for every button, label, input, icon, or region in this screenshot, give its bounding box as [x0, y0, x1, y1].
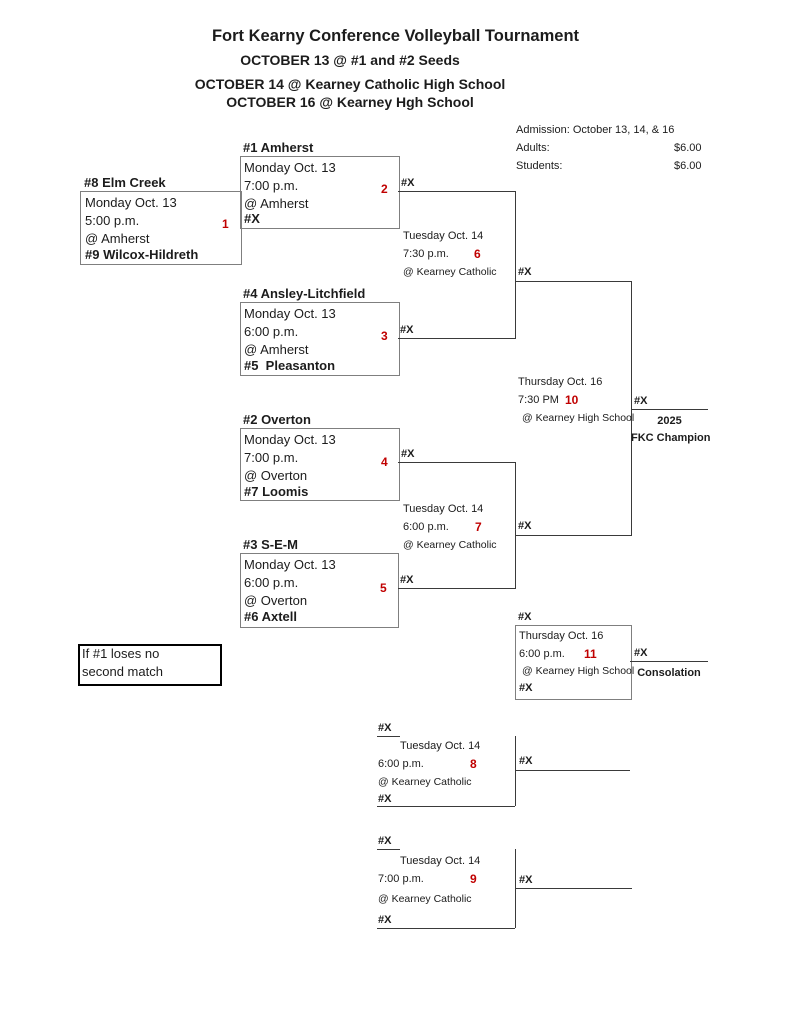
match8-game-number: 8	[470, 757, 477, 771]
match5-seed-top: #3 S-E-M	[243, 537, 298, 552]
match7-venue: @ Kearney Catholic	[403, 539, 497, 551]
match9-top-line	[377, 849, 400, 850]
match8-bottom-line	[377, 806, 515, 807]
consolation-line	[630, 661, 708, 662]
match6-date: Tuesday Oct. 14	[403, 230, 484, 242]
match3-venue: @ Amherst	[244, 342, 309, 357]
admission-adults-label: Adults:	[516, 142, 550, 154]
match3-seed-bottom: #5 Pleasanton	[244, 358, 336, 373]
match2-seed-bottom: #X	[244, 211, 260, 226]
match3-time: 6:00 p.m.	[244, 324, 299, 339]
match2-venue: @ Amherst	[244, 196, 309, 211]
match1-game-number: 1	[222, 217, 229, 231]
page-title: Fort Kearny Conference Volleyball Tournament	[211, 27, 580, 45]
match9-slot-top: #X	[378, 835, 392, 847]
consolation-label: Consolation	[637, 667, 701, 679]
match11-game-number: 11	[584, 647, 597, 661]
match11-slot-top: #X	[518, 611, 532, 623]
admission-students-price: $6.00	[674, 160, 702, 172]
match7-slot-top: #X	[401, 448, 415, 460]
match8-slot-top: #X	[378, 722, 392, 734]
match6-bottom-line	[398, 338, 515, 339]
match10-venue: @ Kearney High School	[522, 412, 635, 424]
match4-date: Monday Oct. 13	[244, 432, 336, 447]
match8-venue: @ Kearney Catholic	[378, 776, 472, 788]
match8-winner-slot: #X	[519, 755, 533, 767]
match11-time: 6:00 p.m.	[519, 648, 565, 660]
match3-seed-top: #4 Ansley-Litchfield	[243, 286, 366, 301]
match6-vertical-line	[515, 191, 516, 339]
match6-winner-line	[515, 281, 631, 282]
match1-venue: @ Amherst	[85, 231, 150, 246]
subtitle-october-16: OCTOBER 16 @ Kearney Hgh School	[226, 94, 474, 110]
match10-date: Thursday Oct. 16	[518, 376, 603, 388]
match8-time: 6:00 p.m.	[378, 758, 424, 770]
match4-game-number: 4	[381, 455, 388, 469]
match11-date: Thursday Oct. 16	[519, 630, 604, 642]
match2-date: Monday Oct. 13	[244, 160, 336, 175]
match2-time: 7:00 p.m.	[244, 178, 299, 193]
match8-top-line	[377, 736, 400, 737]
match1-seed-bottom: #9 Wilcox-Hildreth	[85, 247, 199, 262]
match10-game-number: 10	[565, 393, 579, 407]
admission-adults-price: $6.00	[674, 142, 702, 154]
match1-seed-top: #8 Elm Creek	[84, 175, 166, 190]
match5-time: 6:00 p.m.	[244, 575, 299, 590]
admission-heading: Admission: October 13, 14, & 16	[516, 124, 675, 136]
match6-slot-top: #X	[401, 177, 415, 189]
champion-label: FKC Champion	[631, 432, 711, 444]
match7-winner-line	[515, 535, 631, 536]
match8-date: Tuesday Oct. 14	[400, 740, 481, 752]
match8-winner-line	[515, 770, 630, 771]
match2-game-number: 2	[381, 182, 388, 196]
match9-bottom-line	[377, 928, 515, 929]
match7-game-number: 7	[475, 520, 482, 534]
match7-bottom-line	[398, 588, 515, 589]
champion-year: 2025	[657, 415, 682, 427]
match7-vertical-line	[515, 462, 516, 589]
match1-time: 5:00 p.m.	[85, 213, 140, 228]
subtitle-october-14: OCTOBER 14 @ Kearney Catholic High School	[194, 76, 506, 92]
match7-winner-slot: #X	[518, 520, 532, 532]
match9-time: 7:00 p.m.	[378, 873, 424, 885]
match9-venue: @ Kearney Catholic	[378, 893, 472, 905]
note-line2: second match	[82, 664, 163, 679]
match6-top-line	[398, 191, 515, 192]
match7-time: 6:00 p.m.	[403, 521, 449, 533]
match9-slot-bottom: #X	[378, 914, 392, 926]
match9-date: Tuesday Oct. 14	[400, 855, 481, 867]
match10-time: 7:30 PM	[518, 394, 559, 406]
match7-date: Tuesday Oct. 14	[403, 503, 484, 515]
champion-slot: #X	[634, 395, 648, 407]
match4-time: 7:00 p.m.	[244, 450, 299, 465]
match9-winner-line	[515, 888, 632, 889]
match8-vertical-line	[515, 736, 516, 806]
match8-slot-bottom: #X	[378, 793, 392, 805]
match4-seed-top: #2 Overton	[243, 412, 311, 427]
match11-slot-bottom: #X	[519, 682, 533, 694]
match9-winner-slot: #X	[519, 874, 533, 886]
match1-date: Monday Oct. 13	[85, 195, 177, 210]
note-line1: If #1 loses no	[82, 646, 160, 661]
match6-game-number: 6	[474, 247, 481, 261]
subtitle-october-13: OCTOBER 13 @ #1 and #2 Seeds	[240, 52, 460, 68]
match7-slot-bottom: #X	[400, 574, 414, 586]
match3-date: Monday Oct. 13	[244, 306, 336, 321]
match6-venue: @ Kearney Catholic	[403, 266, 497, 278]
match5-game-number: 5	[380, 581, 387, 595]
admission-students-label: Students:	[516, 160, 563, 172]
match4-seed-bottom: #7 Loomis	[244, 484, 309, 499]
match5-venue: @ Overton	[244, 593, 308, 608]
match3-game-number: 3	[381, 329, 388, 343]
match7-top-line	[398, 462, 515, 463]
consolation-slot: #X	[634, 647, 648, 659]
match5-date: Monday Oct. 13	[244, 557, 336, 572]
champion-line	[631, 409, 708, 410]
match4-venue: @ Overton	[244, 468, 308, 483]
match2-seed-top: #1 Amherst	[243, 140, 314, 155]
match9-game-number: 9	[470, 872, 477, 886]
match6-slot-bottom: #X	[400, 324, 414, 336]
match5-seed-bottom: #6 Axtell	[244, 609, 297, 624]
match11-venue: @ Kearney High School	[522, 665, 635, 677]
match6-winner-slot: #X	[518, 266, 532, 278]
match6-time: 7:30 p.m.	[403, 248, 449, 260]
